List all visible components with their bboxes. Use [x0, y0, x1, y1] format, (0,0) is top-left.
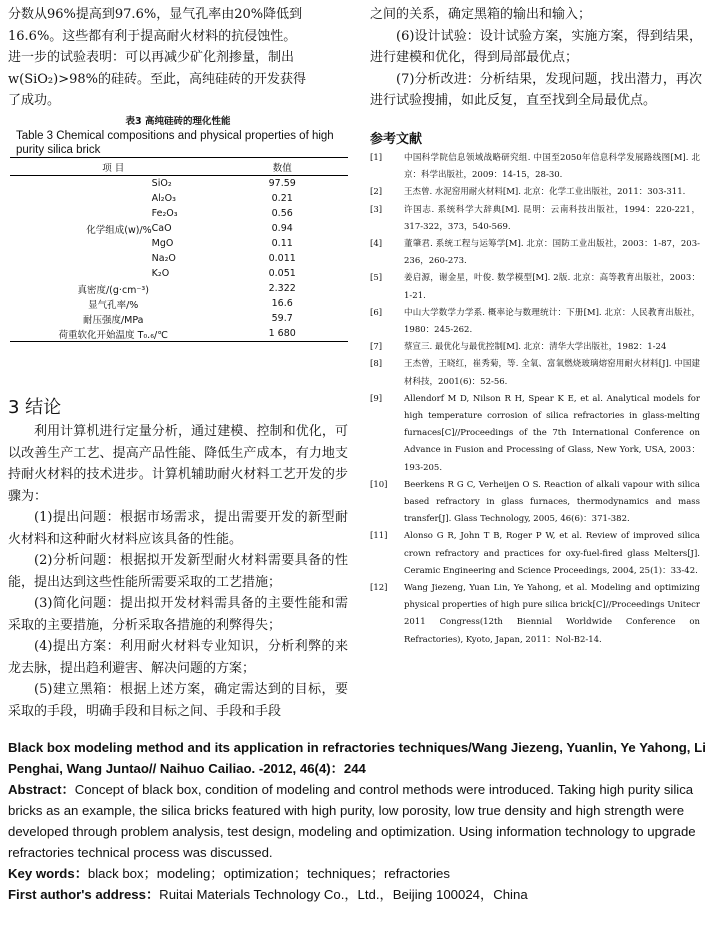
table-header-item: 项 目 [10, 158, 216, 176]
reference-text: 蔡宣三. 最优化与最优控制[M]. 北京：清华大学出版社，1982：1-24 [404, 342, 667, 353]
reference-number: [1] [370, 153, 383, 163]
reference-text: Alonso G R, John T B, Roger P W, et al. Review of improved silica crown refractory and practices for oxy-fuel-fired glass Melters[J]. Ceramic Engineering and Science Proceedings, 2004, 25(1)：33-42. [404, 531, 700, 576]
reference-item [370, 391, 700, 477]
table-cell-name: 荷重软化开始温度 T₀.₆/℃ [10, 326, 216, 342]
table-cell-name: Al₂O₃ [151, 193, 176, 204]
table-caption-en: Table 3 Chemical compositions and physical properties of high purity silica brick [16, 130, 334, 156]
address-text: Ruitai Materials Technology Co.，Ltd.，Beijing 100024，China [159, 887, 528, 902]
table-cell-value: 1 680 [216, 326, 348, 342]
table-caption-cn: 表3 高纯硅砖的理化性能 [125, 116, 231, 127]
reference-number: [10] [370, 479, 388, 490]
reference-text: 王杰曾. 水泥窑用耐火材料[M]. 北京：化学工业出版社，2011：303-311. [404, 187, 686, 198]
reference-item [370, 580, 700, 649]
right-paragraph: (7)分析改进：分析结果，发现问题，找出潜力，再次进行试验搜捕，如此反复，直至找到全局最优点。 [370, 71, 702, 108]
table-header-value: 数值 [216, 158, 348, 176]
table-cell-name: 耐压强度/MPa [82, 314, 144, 326]
intro-line: 分数从96%提高到97.6%，显气孔率由20%降低到 [8, 7, 303, 22]
table-row [10, 176, 348, 192]
table-row [10, 296, 348, 311]
table-cell-value: 0.56 [271, 208, 293, 219]
table-row [10, 326, 348, 342]
reference-number: [5] [370, 273, 383, 284]
table-cell-value: 2.322 [268, 283, 296, 294]
abstract-text: Concept of black box, condition of modeling and control methods were introduced. Taking high purity silica bricks as an example, the silica bricks featured with high purity, low porosity, low true density and high strength were developed through problem analysis, test design, modeling and optimization. Using information technology to upgrade refractories technical process was discussed. [8, 782, 696, 860]
table-row [10, 281, 348, 296]
keywords-line [8, 863, 708, 884]
reference-number: [3] [370, 204, 383, 215]
reference-text: 姜启源，谢金星，叶俊. 数学模型[M]. 2版. 北京：高等教育出版社，2003：1-21. [404, 273, 700, 301]
table-row [10, 311, 348, 326]
reference-text: 王杰曾，王晓红，崔秀菊，等. 全氧、富氧燃烧玻璃熔窑用耐火材料[J]. 中国建材科技，2001(6)：52-56. [404, 359, 700, 387]
english-abstract-block [8, 737, 708, 905]
table-header-row [10, 158, 348, 176]
keywords-text: black box；modeling；optimization；techniques；refractories [87, 866, 450, 881]
right-column [370, 4, 702, 112]
reference-number: [11] [370, 531, 388, 542]
reference-number: [12] [370, 583, 388, 594]
abstract-citation: Black box modeling method and its application in refractories techniques/Wang Jiezeng, Yuanlin, Ye Yahong, Li Penghai, Wang Juntao// Naihuo Cailiao. -2012, 46(4)：244 [8, 740, 706, 776]
reference-item [370, 202, 700, 236]
reference-item [370, 270, 700, 304]
right-paragraph: (6)设计试验：设计试验方案，实施方案，得到结果，进行建模和优化，得到局部最优点； [370, 28, 702, 65]
table-cell-name: SiO₂ [151, 178, 172, 189]
right-paragraph: 之间的关系，确定黑箱的输出和输入； [370, 7, 592, 22]
table-cell-value: 0.94 [271, 223, 293, 234]
abstract-paragraph [8, 779, 708, 863]
table-cell-name: CaO [151, 223, 172, 234]
reference-text: 中国科学院信息领域战略研究组. 中国至2050年信息科学发展路线图[M]. 北京：科学出版社，2009：14-15，28-30. [404, 153, 700, 181]
table-group-label: 化学组成(w)/% [86, 224, 152, 236]
reference-list [370, 150, 700, 649]
reference-number: [4] [370, 239, 383, 250]
reference-text: Allendorf M D, Nilson R H, Spear K E, et al. Analytical models for high temperature corrosion of silica refractories in glass-melting furnaces[C]//Proceedings of the 7th International Conference on Advance in Fusion and Processing of Glass, New York, USA, 2003：193-205. [404, 393, 700, 473]
table-cell-value: 0.21 [271, 193, 293, 204]
conclusion-body [8, 421, 348, 722]
reference-text: 中山大学数学力学系. 概率论与数理统计：下册[M]. 北京：人民教育出版社，1980：245-262. [404, 307, 700, 336]
conclusion-paragraph: (5)建立黑箱：根据上述方案，确定需达到的目标，要采取的手段，明确手段和目标之间、手段和手段 [8, 682, 348, 719]
reference-number: [2] [370, 187, 383, 198]
conclusion-paragraph: 利用计算机进行定量分析，通过建模、控制和优化，可以改善生产工艺、提高产品性能、降低生产成本，有力地支持耐火材料的技术进步。计算机辅助耐火材料工艺开发的步骤为： [8, 424, 348, 504]
keywords-label: Key words： [8, 866, 88, 881]
address-label: First author's address： [8, 887, 160, 902]
properties-table [10, 157, 348, 342]
reference-number: [9] [370, 393, 383, 404]
table-cell-value: 59.7 [271, 313, 293, 324]
table-cell-name: Fe₂O₃ [151, 208, 178, 219]
author-address-line [8, 884, 708, 905]
table-cell-name: K₂O [151, 268, 170, 279]
reference-number: [7] [370, 342, 383, 353]
table-cell-name: 显气孔率/% [88, 299, 139, 311]
conclusion-paragraph: (3)简化问题：提出拟开发材料需具备的主要性能和需采取的主要措施，分析采取各措施的利弊得失； [8, 596, 348, 633]
table-cell-value: 0.11 [271, 238, 293, 249]
references-title: 参考文献 [370, 132, 423, 147]
reference-number: [8] [370, 359, 383, 370]
reference-item [370, 356, 700, 390]
table-cell-name: Na₂O [151, 253, 176, 264]
reference-item [370, 236, 700, 270]
intro-line: 16.6%。这些都有利于提高耐火材料的抗侵蚀性。 [8, 28, 297, 44]
reference-number: [6] [370, 307, 383, 318]
reference-item [370, 305, 700, 339]
left-column [8, 4, 348, 112]
reference-text: 董肇君. 系统工程与运筹学[M]. 北京：国防工业出版社，2003：1-87，203-236，260-273. [404, 239, 700, 267]
intro-line: w(SiO₂)>98%的硅砖。至此，高纯硅砖的开发获得 [8, 71, 306, 87]
table-cell-value: 0.011 [268, 253, 296, 264]
reference-item [370, 528, 700, 580]
reference-item [370, 150, 700, 184]
reference-item [370, 339, 700, 356]
conclusion-paragraph: (4)提出方案：利用耐火材料专业知识，分析利弊的来龙去脉，提出趋利避害、解决问题的方案； [8, 639, 348, 676]
section-title: 3 结论 [8, 397, 62, 418]
table-cell-name: MgO [151, 238, 174, 249]
table-cell-name: 真密度/(g·cm⁻³) [77, 284, 149, 296]
table-cell-value: 16.6 [271, 298, 293, 309]
intro-line: 进一步的试验表明：可以再减少矿化剂掺量，制出 [8, 50, 295, 65]
reference-text: Beerkens R G C, Verheijen O S. Reaction of alkali vapour with silica based refractory in glass furnaces, thermodynamics and mass transfer[J]. Glass Technology, 2005, 46(6)：371-382. [404, 479, 700, 525]
reference-item [370, 477, 700, 529]
reference-text: 许国志. 系统科学大辞典[M]. 昆明：云南科技出版社，1994：220-221，317-322，373，540-569. [404, 204, 700, 232]
table-cell-value: 97.59 [268, 178, 296, 189]
conclusion-paragraph: (2)分析问题：根据拟开发新型耐火材料需要具备的性能，提出达到这些性能所需要采取的工艺措施； [8, 553, 348, 590]
abstract-label: Abstract： [8, 782, 75, 797]
table-cell-value: 0.051 [268, 268, 296, 279]
reference-item [370, 184, 700, 201]
reference-text: Wang Jiezeng, Yuan Lin, Ye Yahong, et al. Modeling and optimizing physical properties of high pure silica brick[C]//Proceedings Unitecr 2011 Congress(12th Biennial Worldwide Conference on Refractories), Kyoto, Japan, 2011：Nol-B2-14. [404, 583, 700, 645]
intro-line: 了成功。 [8, 93, 61, 108]
conclusion-paragraph: (1)提出问题：根据市场需求，提出需要开发的新型耐火材料和这种耐火材料应该具备的性能。 [8, 510, 348, 547]
